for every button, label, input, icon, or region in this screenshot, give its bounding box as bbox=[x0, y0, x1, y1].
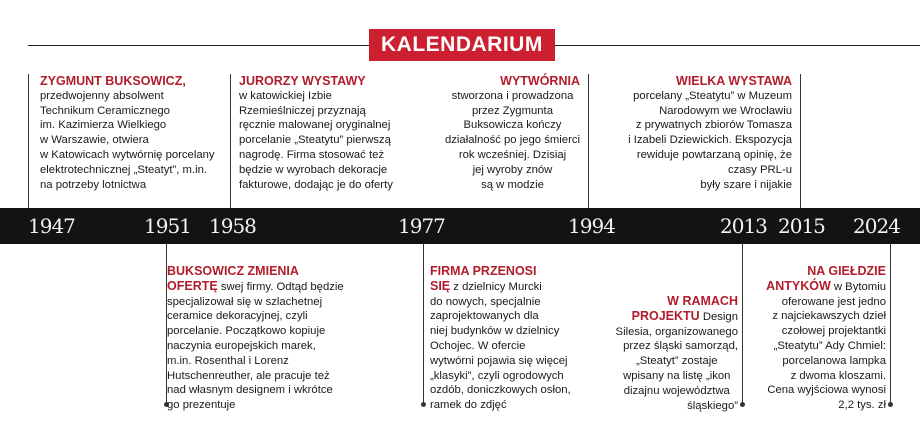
entry-line: elektrotechnicznej „Steatyt”, m.in. bbox=[40, 163, 208, 176]
entry-lead: z dzielnicy Murcki bbox=[450, 280, 542, 293]
entry-line: niej budynków w dzielnicy bbox=[430, 325, 560, 338]
year-label: 2013 bbox=[720, 214, 767, 238]
entry-line: wpisany na listę „ikon bbox=[623, 369, 731, 382]
entry-line: przez śląski samorząd, bbox=[623, 340, 738, 353]
entry-2013 bbox=[616, 294, 738, 413]
year-label: 1951 bbox=[144, 214, 191, 238]
entry-1958 bbox=[239, 74, 393, 192]
entry-line: porcelanie „Steatytu” pierwszą bbox=[239, 134, 391, 147]
year-label: 2024 bbox=[853, 214, 900, 238]
entry-line: czasy PRL-u bbox=[727, 163, 792, 176]
entry-1977 bbox=[430, 264, 571, 413]
entry-line bbox=[766, 279, 886, 295]
year-label: 1977 bbox=[398, 214, 445, 238]
entry-line bbox=[167, 279, 344, 295]
entry-line: ceramice dekoracyjnej, czyli bbox=[167, 310, 308, 323]
entry-1947 bbox=[40, 74, 215, 192]
entry-line: Buksowicza kończy bbox=[463, 119, 562, 132]
entry-line: były szare i nijakie bbox=[700, 178, 792, 191]
entry-line: czołowej projektantki bbox=[781, 325, 886, 338]
year-label: 1958 bbox=[209, 214, 256, 238]
connector-dot-1977 bbox=[421, 402, 426, 407]
entry-line: ozdób, doniczkowych osłon, bbox=[430, 384, 571, 397]
entry-line: przedwojenny absolwent bbox=[40, 89, 164, 102]
entry-line: Hutschenreuther, ale pracuje też bbox=[167, 369, 330, 382]
entry-line: m.in. Rosenthal i Lorenz bbox=[167, 354, 289, 367]
entry-line: dizajnu województwa bbox=[623, 384, 730, 397]
connector-1977 bbox=[423, 244, 424, 404]
entry-heading: JURORZY WYSTAWY bbox=[239, 74, 366, 88]
entry-line: nagrodę. Firma stosować też bbox=[239, 148, 385, 161]
entry-line: wytwórni pojawia się więcej bbox=[430, 354, 568, 367]
year-label: 2015 bbox=[778, 214, 825, 238]
entry-line: śląskiego” bbox=[687, 399, 738, 412]
entry-line: ramek do zdjęć bbox=[430, 399, 507, 412]
entry-heading: PROJEKTU bbox=[631, 308, 700, 323]
entry-line: do nowych, specjalnie bbox=[430, 295, 541, 308]
entry-line: i Izabeli Dziewickich. Ekspozycja bbox=[628, 134, 792, 147]
connector-2024 bbox=[890, 244, 891, 404]
entry-line: jej wyroby znów bbox=[472, 163, 553, 176]
entry-line: z prywatnych zbiorów Tomasza bbox=[635, 119, 792, 132]
entry-line: rok wcześniej. Dzisiaj bbox=[458, 148, 567, 161]
connector-dot-2024 bbox=[888, 402, 893, 407]
entry-heading: WIELKA WYSTAWA bbox=[676, 74, 792, 88]
connector-dot-2013 bbox=[740, 402, 745, 407]
entry-lead: swej firmy. Odtąd będzie bbox=[217, 280, 344, 293]
connector-1947 bbox=[28, 74, 29, 208]
entry-heading: NA GIEŁDZIE bbox=[807, 264, 886, 278]
entry-line: „Steatyt” zostaje bbox=[635, 355, 718, 368]
entry-line: ręcznie malowanej oryginalnej bbox=[239, 119, 391, 132]
entry-heading: ZYGMUNT BUKSOWICZ, bbox=[40, 74, 186, 88]
entry-line: działalność po jego śmierci bbox=[444, 134, 580, 147]
entry-line: porcelany „Steatytu” w Muzeum bbox=[633, 89, 792, 102]
connector-2015 bbox=[800, 74, 801, 208]
entry-line: Technikum Ceramicznego bbox=[40, 104, 170, 117]
entry-heading: ANTYKÓW bbox=[766, 278, 831, 293]
entry-line: 2,2 tys. zł bbox=[838, 399, 886, 412]
entry-2015 bbox=[628, 74, 792, 192]
entry-heading: WYTWÓRNIA bbox=[500, 74, 580, 88]
entry-line: porcelanie. Początkowo kopiuje bbox=[167, 325, 326, 338]
entry-line: specjalizował się w szlachetnej bbox=[167, 295, 323, 308]
entry-line: w Katowicach wytwórnię porcelany bbox=[40, 148, 215, 161]
connector-2013 bbox=[742, 244, 743, 404]
entry-line: są w modzie bbox=[481, 178, 544, 191]
entry-heading: OFERTĘ bbox=[167, 278, 218, 293]
entry-line: w katowickiej Izbie bbox=[239, 89, 332, 102]
entry-line: Narodowym we Wrocławiu bbox=[659, 104, 792, 117]
entry-line: Rzemieślniczej przyznają bbox=[239, 104, 366, 117]
entry-line: przez Zygmunta bbox=[471, 104, 553, 117]
entry-heading: FIRMA PRZENOSI bbox=[430, 264, 537, 278]
entry-line: „klasyki”, czyli ogrodowych bbox=[430, 369, 564, 382]
year-label: 1947 bbox=[28, 214, 75, 238]
entry-line: Silesia, organizowanego bbox=[615, 325, 738, 338]
entry-line: w Warszawie, otwiera bbox=[40, 134, 149, 147]
entry-line: z najciekawszych dzieł bbox=[772, 310, 886, 323]
entry-line: nad własnym designem i wkrótce bbox=[167, 384, 333, 397]
entry-lead: w Bytomiu bbox=[830, 280, 886, 293]
entry-line: Ochojec. W ofercie bbox=[430, 339, 526, 352]
entry-heading: W RAMACH bbox=[667, 294, 738, 308]
page-title: KALENDARIUM bbox=[369, 29, 555, 61]
year-label: 1994 bbox=[568, 214, 615, 238]
entry-line: go prezentuje bbox=[167, 399, 236, 412]
entry-line: Cena wyjściowa wynosi bbox=[767, 384, 886, 397]
entry-heading: SIĘ bbox=[430, 278, 451, 293]
entry-line: naczynia europejskich marek, bbox=[167, 339, 316, 352]
entry-line: na potrzeby lotnictwa bbox=[40, 178, 147, 191]
entry-1994 bbox=[445, 74, 580, 192]
connector-1958 bbox=[230, 74, 231, 208]
entry-line bbox=[430, 279, 571, 295]
entry-line: porcelanowa lampka bbox=[782, 354, 886, 367]
entry-lead: Design bbox=[699, 310, 738, 323]
entry-line: stworzona i prowadzona bbox=[451, 89, 574, 102]
entry-line: fakturowe, dodając je do oferty bbox=[239, 178, 393, 191]
entry-1951 bbox=[167, 264, 344, 413]
connector-1994 bbox=[588, 74, 589, 208]
entry-line: będzie w wyrobach dekoracje bbox=[239, 163, 388, 176]
entry-line: „Steatytu” Ady Chmiel: bbox=[773, 339, 886, 352]
entry-heading: BUKSOWICZ ZMIENIA bbox=[167, 264, 299, 278]
entry-line bbox=[616, 309, 738, 325]
entry-line: rewiduje powtarzaną opinię, że bbox=[636, 148, 792, 161]
entry-2024 bbox=[766, 264, 886, 413]
entry-line: oferowane jest jedno bbox=[781, 295, 886, 308]
entry-line: z dwoma kloszami. bbox=[790, 369, 886, 382]
entry-line: im. Kazimierza Wielkiego bbox=[40, 119, 167, 132]
entry-line: zaprojektowanych dla bbox=[430, 310, 539, 323]
